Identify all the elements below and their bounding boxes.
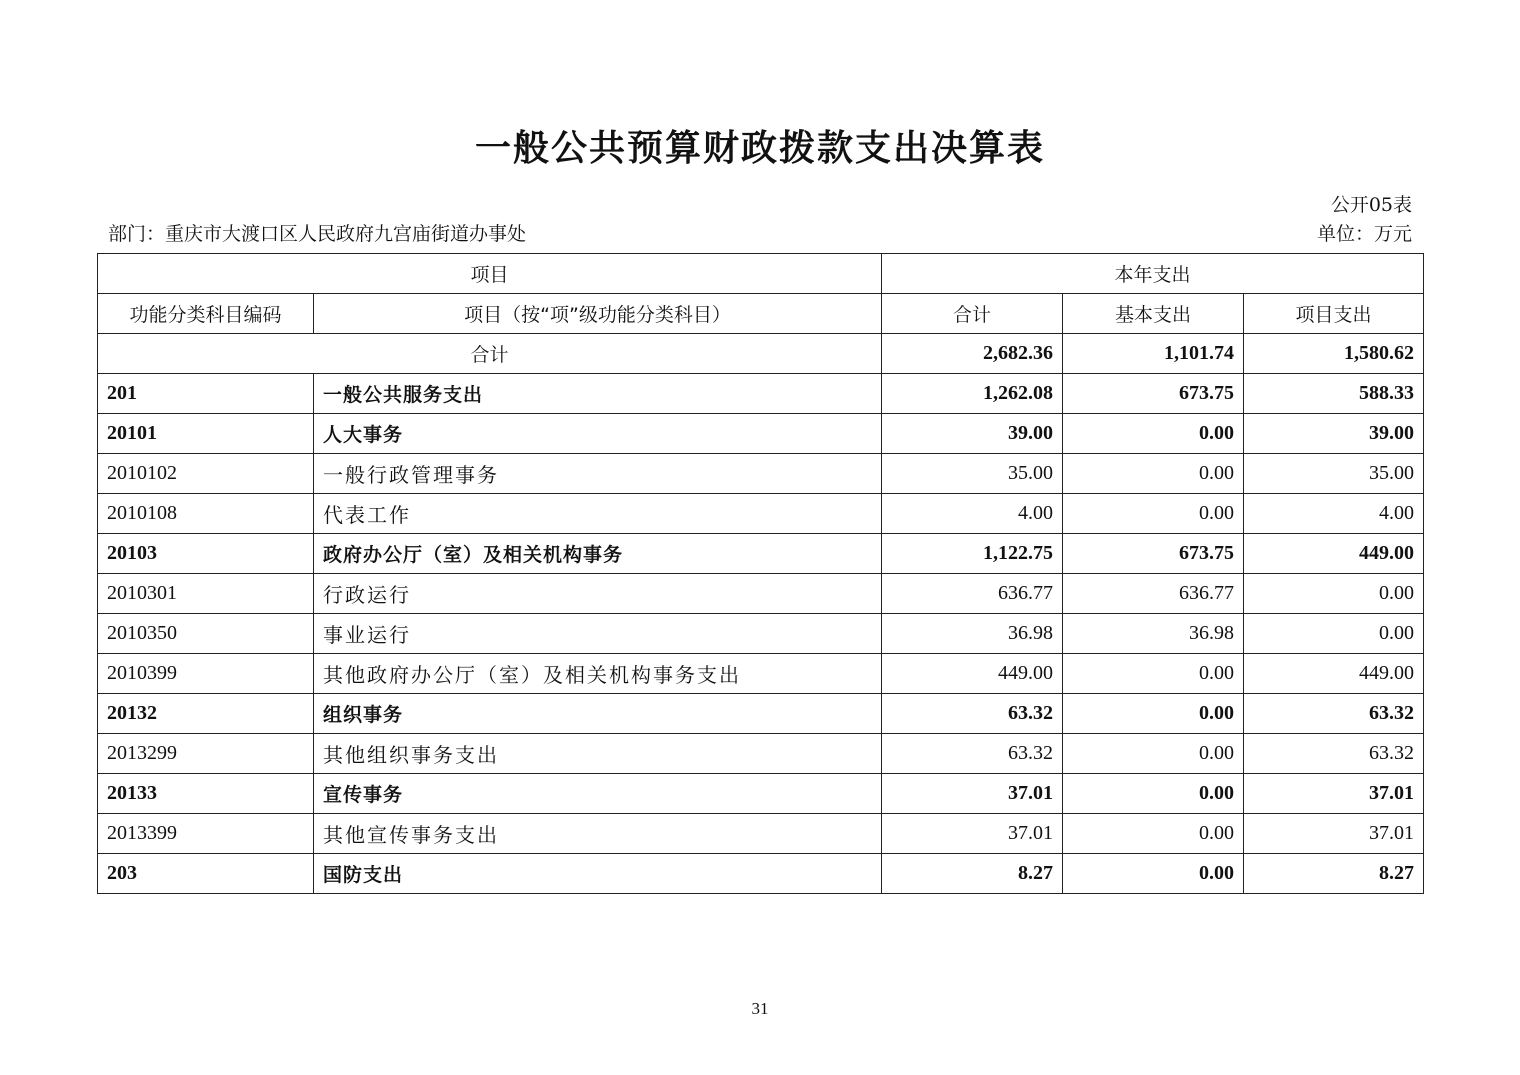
row-basic: 0.00 [1063,494,1244,534]
row-item-name: 组织事务 [314,694,882,734]
row-total: 1,262.08 [882,374,1063,414]
total-basic: 1,101.74 [1063,334,1244,374]
table-row [98,374,1424,414]
table-row [98,614,1424,654]
row-total: 8.27 [882,854,1063,894]
row-code: 2010399 [98,654,314,694]
total-amount: 2,682.36 [882,334,1063,374]
budget-table [97,253,1424,894]
row-item-name: 一般公共服务支出 [314,374,882,414]
row-project: 0.00 [1244,614,1424,654]
row-code: 2010108 [98,494,314,534]
row-total: 449.00 [882,654,1063,694]
department-label: 部门：重庆市大渡口区人民政府九宫庙街道办事处 [108,223,527,245]
row-code: 203 [98,854,314,894]
page-number: 31 [751,999,769,1018]
unit-label: 单位：万元 [1316,223,1412,245]
row-item-name: 其他政府办公厅（室）及相关机构事务支出 [314,654,882,694]
row-basic: 0.00 [1063,814,1244,854]
header-basic: 基本支出 [1063,294,1244,334]
row-total: 63.32 [882,734,1063,774]
row-code: 20101 [98,414,314,454]
row-basic: 0.00 [1063,414,1244,454]
row-project: 63.32 [1244,694,1424,734]
header-project-expense: 项目支出 [1244,294,1424,334]
row-code: 2013299 [98,734,314,774]
row-total: 35.00 [882,454,1063,494]
row-code: 2010350 [98,614,314,654]
row-code: 2010301 [98,574,314,614]
table-row [98,734,1424,774]
row-basic: 0.00 [1063,654,1244,694]
page-title: 一般公共预算财政拨款支出决算表 [474,128,1045,169]
table-row [98,654,1424,694]
header-row-top [98,254,1424,294]
row-project: 39.00 [1244,414,1424,454]
row-basic: 673.75 [1063,374,1244,414]
table-row [98,454,1424,494]
row-item-name: 事业运行 [314,614,882,654]
table-row [98,854,1424,894]
header-item: 项目（按“项”级功能分类科目） [314,294,882,334]
row-item-name: 代表工作 [314,494,882,534]
row-basic: 0.00 [1063,774,1244,814]
row-code: 201 [98,374,314,414]
row-item-name: 国防支出 [314,854,882,894]
row-project: 449.00 [1244,534,1424,574]
row-total: 636.77 [882,574,1063,614]
table-row [98,494,1424,534]
table-row [98,414,1424,454]
header-current-year: 本年支出 [882,254,1424,294]
row-basic: 0.00 [1063,694,1244,734]
row-basic: 36.98 [1063,614,1244,654]
row-total: 39.00 [882,414,1063,454]
row-item-name: 政府办公厅（室）及相关机构事务 [314,534,882,574]
row-project: 4.00 [1244,494,1424,534]
row-total: 37.01 [882,774,1063,814]
row-project: 0.00 [1244,574,1424,614]
row-total: 36.98 [882,614,1063,654]
row-code: 20133 [98,774,314,814]
row-item-name: 行政运行 [314,574,882,614]
header-total: 合计 [882,294,1063,334]
row-code: 2010102 [98,454,314,494]
row-basic: 0.00 [1063,854,1244,894]
row-code: 20103 [98,534,314,574]
header-row-sub [98,294,1424,334]
row-project: 449.00 [1244,654,1424,694]
row-basic: 0.00 [1063,734,1244,774]
row-total: 63.32 [882,694,1063,734]
row-item-name: 其他组织事务支出 [314,734,882,774]
row-code: 20132 [98,694,314,734]
row-basic: 636.77 [1063,574,1244,614]
row-project: 63.32 [1244,734,1424,774]
header-code: 功能分类科目编码 [98,294,314,334]
row-project: 8.27 [1244,854,1424,894]
total-label: 合计 [98,334,882,374]
table-row [98,774,1424,814]
row-project: 35.00 [1244,454,1424,494]
table-row [98,534,1424,574]
total-row [98,334,1424,374]
form-number: 公开05表 [1330,194,1412,216]
row-project: 588.33 [1244,374,1424,414]
row-item-name: 宣传事务 [314,774,882,814]
row-item-name: 人大事务 [314,414,882,454]
table-row [98,694,1424,734]
table-row [98,574,1424,614]
row-code: 2013399 [98,814,314,854]
row-item-name: 其他宣传事务支出 [314,814,882,854]
row-project: 37.01 [1244,814,1424,854]
row-total: 4.00 [882,494,1063,534]
row-total: 37.01 [882,814,1063,854]
row-basic: 0.00 [1063,454,1244,494]
row-item-name: 一般行政管理事务 [314,454,882,494]
header-project: 项目 [98,254,882,294]
total-project: 1,580.62 [1244,334,1424,374]
table-row [98,814,1424,854]
row-basic: 673.75 [1063,534,1244,574]
row-project: 37.01 [1244,774,1424,814]
row-total: 1,122.75 [882,534,1063,574]
